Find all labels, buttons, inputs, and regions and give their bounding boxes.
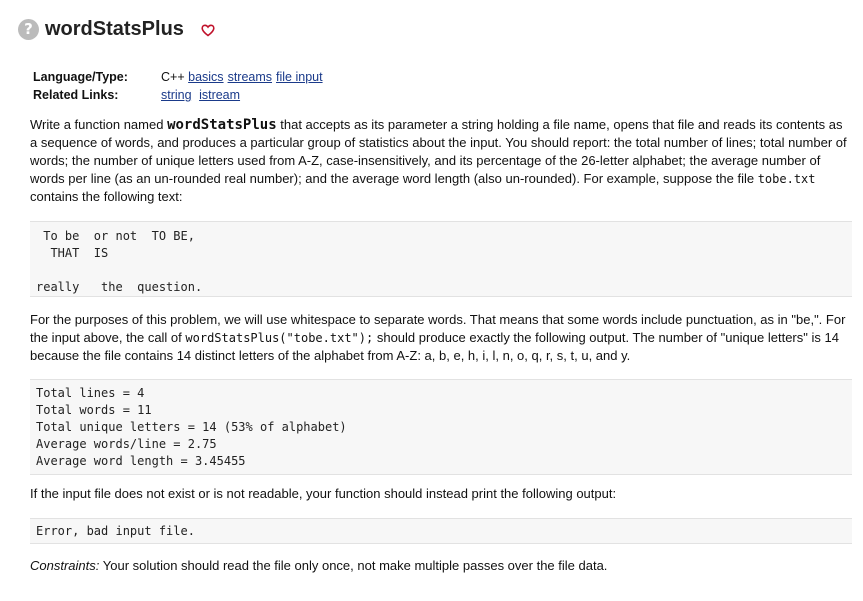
error-output-box: [30, 518, 852, 544]
constraints-text: Your solution should read the file only once, not make multiple passes over the file data.: [99, 558, 608, 573]
text-segment: should produce exactly the following output. The number of "unique letters" is 14 because the file contains 14 distinct letters of the alphabet from A-Z: a, b, e, h, i, l, n, o, q, r, s, t, u, and y.: [30, 330, 839, 363]
file-name: tobe.txt: [757, 172, 816, 186]
problem-metadata: [33, 68, 327, 104]
sample-input-text: To be or not TO BE, THAT IS really the question.: [36, 229, 203, 294]
link-istream[interactable]: istream: [199, 88, 241, 102]
link-basics[interactable]: basics: [188, 70, 224, 84]
function-call: wordStatsPlus("tobe.txt");: [185, 331, 374, 345]
sample-output-text: Total lines = 4 Total words = 11 Total unique letters = 14 (53% of alphabet) Average words/line = 2.75 Average word length = 3.45455: [36, 386, 347, 468]
text-segment: contains the following text:: [30, 189, 183, 204]
heart-icon[interactable]: [201, 24, 215, 37]
text-segment: Write a function named: [30, 117, 168, 132]
sample-output-box: [30, 379, 852, 475]
description-paragraph-2: [30, 311, 852, 365]
related-links-label: Related Links:: [33, 88, 119, 102]
text-segment: that accepts as its parameter a string holding a file name, opens that file and reads its contents as a sequence of words, and produces a particular group of statistics about the input. You should report: the total number of lines; total number of words; the number of unique letters used from A-Z, case-insensitively, and its percentage of the 26-letter alphabet; the average number of words per line (as an un-rounded real number); and the average word length (also un-rounded). For example, suppose the file: [30, 117, 847, 186]
link-string[interactable]: string: [161, 88, 192, 102]
language-label: Language/Type:: [33, 70, 128, 84]
constraints-label: Constraints:: [30, 558, 100, 573]
sample-input-box: [30, 221, 852, 297]
constraints-paragraph: [30, 557, 852, 575]
help-icon[interactable]: ?: [18, 19, 39, 40]
link-streams[interactable]: streams: [227, 70, 273, 84]
page-title: wordStatsPlus: [45, 17, 184, 40]
function-name: wordStatsPlus: [167, 117, 277, 133]
text-segment: For the purposes of this problem, we will use whitespace to separate words. That means that some words include punctuation, as in "be,". For the input above, the call of: [30, 312, 846, 345]
link-file-input[interactable]: file input: [276, 70, 323, 84]
problem-header: [18, 16, 215, 42]
error-output-text: Error, bad input file.: [36, 524, 195, 538]
language-value: C++: [161, 70, 185, 84]
description-paragraph-1: [30, 116, 852, 206]
description-paragraph-3: If the input file does not exist or is not readable, your function should instead print the following output:: [30, 486, 617, 501]
